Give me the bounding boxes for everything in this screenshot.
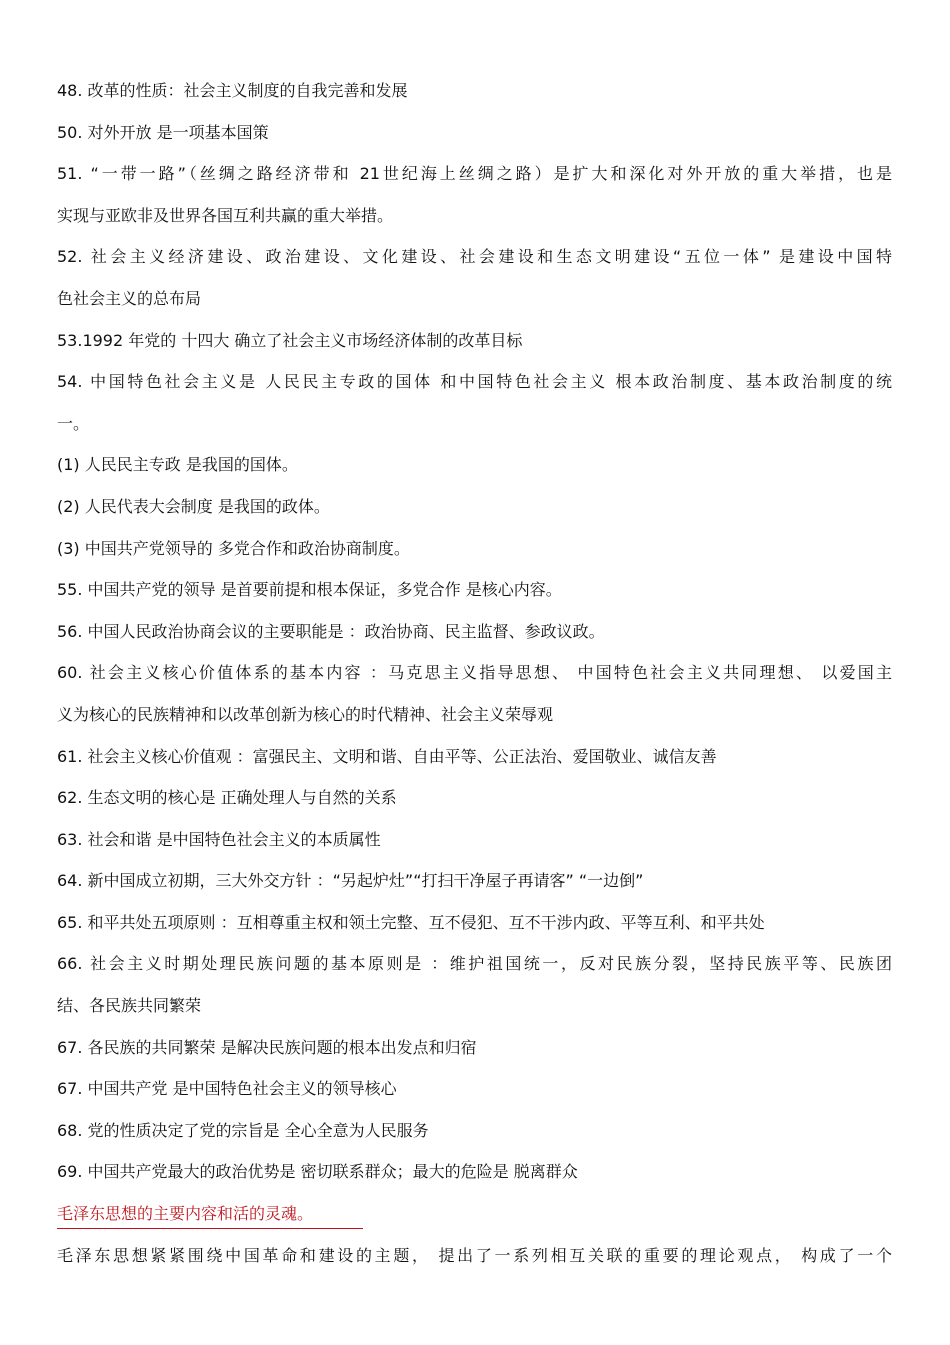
heading-underline — [57, 1228, 363, 1229]
section-heading-row — [57, 1193, 892, 1235]
text-line: 64. 新中国成立初期，三大外交方针 ：“另起炉灶”“打扫干净屋子再请客” “一边倒” — [57, 871, 644, 891]
text-line: 一。 — [57, 413, 90, 433]
text-line: 68. 党的性质决定了党的宗旨是 全心全意为人民服务 — [57, 1120, 429, 1140]
text-line: 义为核心的民族精神和以改革创新为核心的时代精神、社会主义荣辱观 — [57, 704, 554, 724]
text-line: 60. 社会主义核心价值体系的基本内容 ：马克思主义指导思想、 中国特色社会主义共同理想、 以爱国主 — [57, 663, 892, 683]
text-line: 色社会主义的总布局 — [57, 288, 202, 308]
text-line: 69. 中国共产党最大的政治优势是 密切联系群众；最大的危险是 脱离群众 — [57, 1162, 578, 1182]
text-line: 52. 社会主义经济建设、政治建设、文化建设、社会建设和生态文明建设“五位一体” 是建设中国特 — [57, 247, 892, 267]
text-line: 54. 中国特色社会主义是 人民民主专政的国体 和中国特色社会主义 根本政治制度、基本政治制度的统 — [57, 372, 892, 392]
text-line: 55. 中国共产党的领导 是首要前提和根本保证，多党合作 是核心内容。 — [57, 580, 562, 600]
text-line: 毛泽东思想紧紧围绕中国革命和建设的主题， 提出了一系列相互关联的重要的理论观点， 构成了一个 — [57, 1245, 892, 1265]
text-line: 61. 社会主义核心价值观 ：富强民主、文明和谐、自由平等、公正法治、爱国敬业、诚信友善 — [57, 746, 717, 766]
text-line: 67. 各民族的共同繁荣 是解决民族问题的根本出发点和归宿 — [57, 1037, 477, 1057]
text-line: 63. 社会和谐 是中国特色社会主义的本质属性 — [57, 829, 381, 849]
text-line: 66. 社会主义时期处理民族问题的基本原则是 ：维护祖国统一，反对民族分裂，坚持民族平等、民族团 — [57, 954, 892, 974]
text-line: 48. 改革的性质：社会主义制度的自我完善和发展 — [57, 81, 408, 100]
document-page — [57, 70, 892, 1276]
text-line: (2) 人民代表大会制度 是我国的政体。 — [57, 496, 330, 516]
text-line: (1) 人民民主专政 是我国的国体。 — [57, 455, 298, 475]
text-line: (3) 中国共产党领导的 多党合作和政治协商制度。 — [57, 538, 410, 558]
text-line: 53.1992 年党的 十四大 确立了社会主义市场经济体制的改革目标 — [57, 330, 523, 350]
text-line: 51. “一带一路”（丝绸之路经济带和 21世纪海上丝绸之路）是扩大和深化对外开放的重大举措，也是 — [57, 164, 892, 184]
text-line: 实现与亚欧非及世界各国互利共赢的重大举措。 — [57, 205, 394, 225]
text-line: 结、各民族共同繁荣 — [57, 996, 202, 1016]
text-line: 50. 对外开放 是一项基本国策 — [57, 122, 269, 142]
text-line: 56. 中国人民政治协商会议的主要职能是 ：政治协商、民主监督、参政议政。 — [57, 621, 605, 641]
text-line: 65. 和平共处五项原则 ：互相尊重主权和领土完整、互不侵犯、互不干涉内政、平等互利、和平共处 — [57, 912, 765, 932]
section-heading: 毛泽东思想的主要内容和活的灵魂。 — [57, 1204, 314, 1224]
text-line: 62. 生态文明的核心是 正确处理人与自然的关系 — [57, 788, 397, 808]
text-line: 67. 中国共产党 是中国特色社会主义的领导核心 — [57, 1079, 397, 1099]
